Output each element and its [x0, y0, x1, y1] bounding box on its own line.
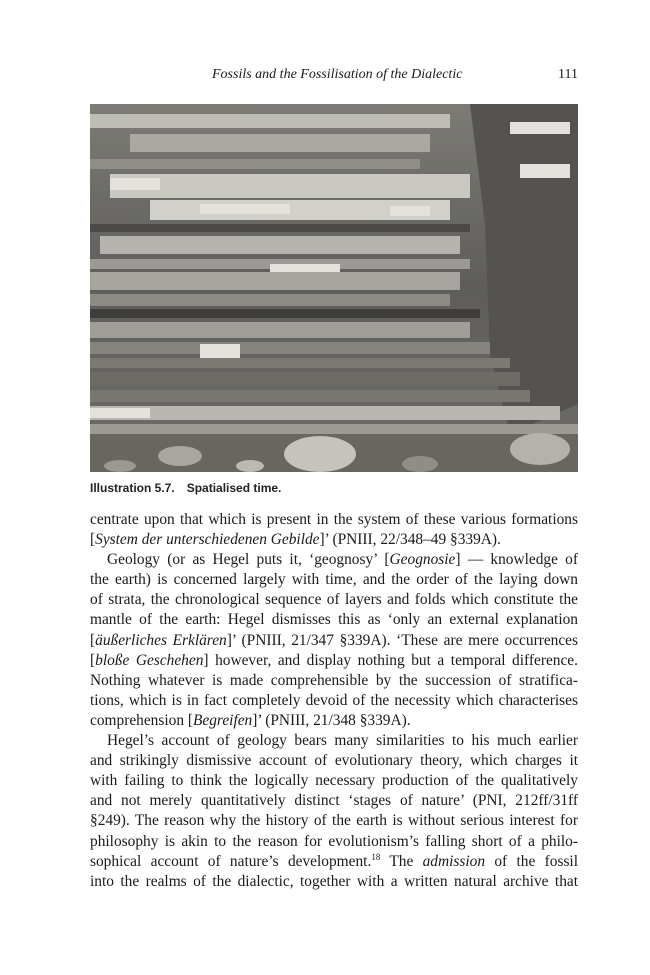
italic-term: Geognosie	[389, 551, 456, 569]
paragraph	[90, 731, 578, 892]
text-line: and strikingly dismissive account of evolutionary theory, which charges it	[90, 752, 578, 770]
text-fragment: of the fossil	[485, 852, 578, 870]
body-text	[90, 510, 578, 892]
text-line: centrate upon that which is present in the system of these various formations	[90, 511, 578, 528]
running-header	[90, 67, 578, 87]
text-fragment: sophical account of nature’s development.	[90, 852, 372, 870]
italic-term: System der unterschiedenen Gebilde	[95, 531, 320, 549]
rubble	[90, 433, 578, 472]
text-line: into the realms of the dialectic, together with a written natural archive that	[90, 872, 578, 890]
text-line: with failing to think the logically necessary production of the qualitatively	[90, 772, 578, 790]
italic-term: admission	[422, 852, 486, 870]
text-line: tions, which is in fact completely devoid of the necessity which characterises	[90, 691, 578, 709]
footnote-ref[interactable]: 18	[371, 851, 381, 862]
text-line: and not merely quantitatively distinct ‘stages of nature’ (PNI, 212ff/31ff	[90, 792, 578, 810]
figure-label: Illustration 5.7.	[90, 481, 175, 495]
text-line: Geology (or as Hegel puts it, ‘geognosy’ [Geognosie] — knowledge of	[107, 551, 578, 569]
italic-term: äußerliches Erklären	[95, 631, 227, 649]
page-number: 111	[558, 67, 578, 82]
text-line: comprehension [Begreifen]’ (PNIII, 21/348 §339A).	[90, 711, 411, 729]
text-line: Nothing whatever is made comprehensible by the succession of stratifica-	[90, 671, 578, 689]
italic-term: bloße Geschehen	[95, 651, 204, 669]
italic-term: Begreifen	[193, 711, 253, 729]
running-title: Fossils and the Fossilisation of the Dialectic	[212, 67, 463, 82]
text-line: the earth) is concerned largely with time, and the order of the laying down	[90, 571, 578, 589]
rock-strata-image	[90, 104, 578, 472]
figure-title: Spatialised time.	[186, 481, 282, 495]
text-line	[90, 852, 578, 872]
text-line: [System der unterschiedenen Gebilde]’ (PNIII, 22/348–49 §339A).	[90, 531, 501, 549]
paragraph	[90, 510, 578, 550]
text-line: philosophy is akin to the reason for evolutionism’s falling short of a philo-	[90, 832, 578, 850]
strata-photograph	[90, 104, 578, 472]
figure-caption	[90, 481, 281, 495]
text-line: [bloße Geschehen] however, and display nothing but a temporal difference.	[90, 651, 578, 669]
text-line: §249). The reason why the history of the earth is without serious interest for	[90, 812, 578, 830]
paragraph	[90, 550, 578, 731]
text-fragment: The	[380, 852, 423, 870]
text-line: of strata, the chronological sequence of layers and folds which constitute the	[90, 591, 578, 609]
text-line: mantle of the earth: Hegel dismisses this as ‘only an external explanation	[90, 611, 578, 629]
text-line: [äußerliches Erklären]’ (PNIII, 21/347 §339A). ‘These are mere occurrences	[90, 631, 578, 649]
text-line: Hegel’s account of geology bears many similarities to his much earlier	[107, 732, 578, 750]
